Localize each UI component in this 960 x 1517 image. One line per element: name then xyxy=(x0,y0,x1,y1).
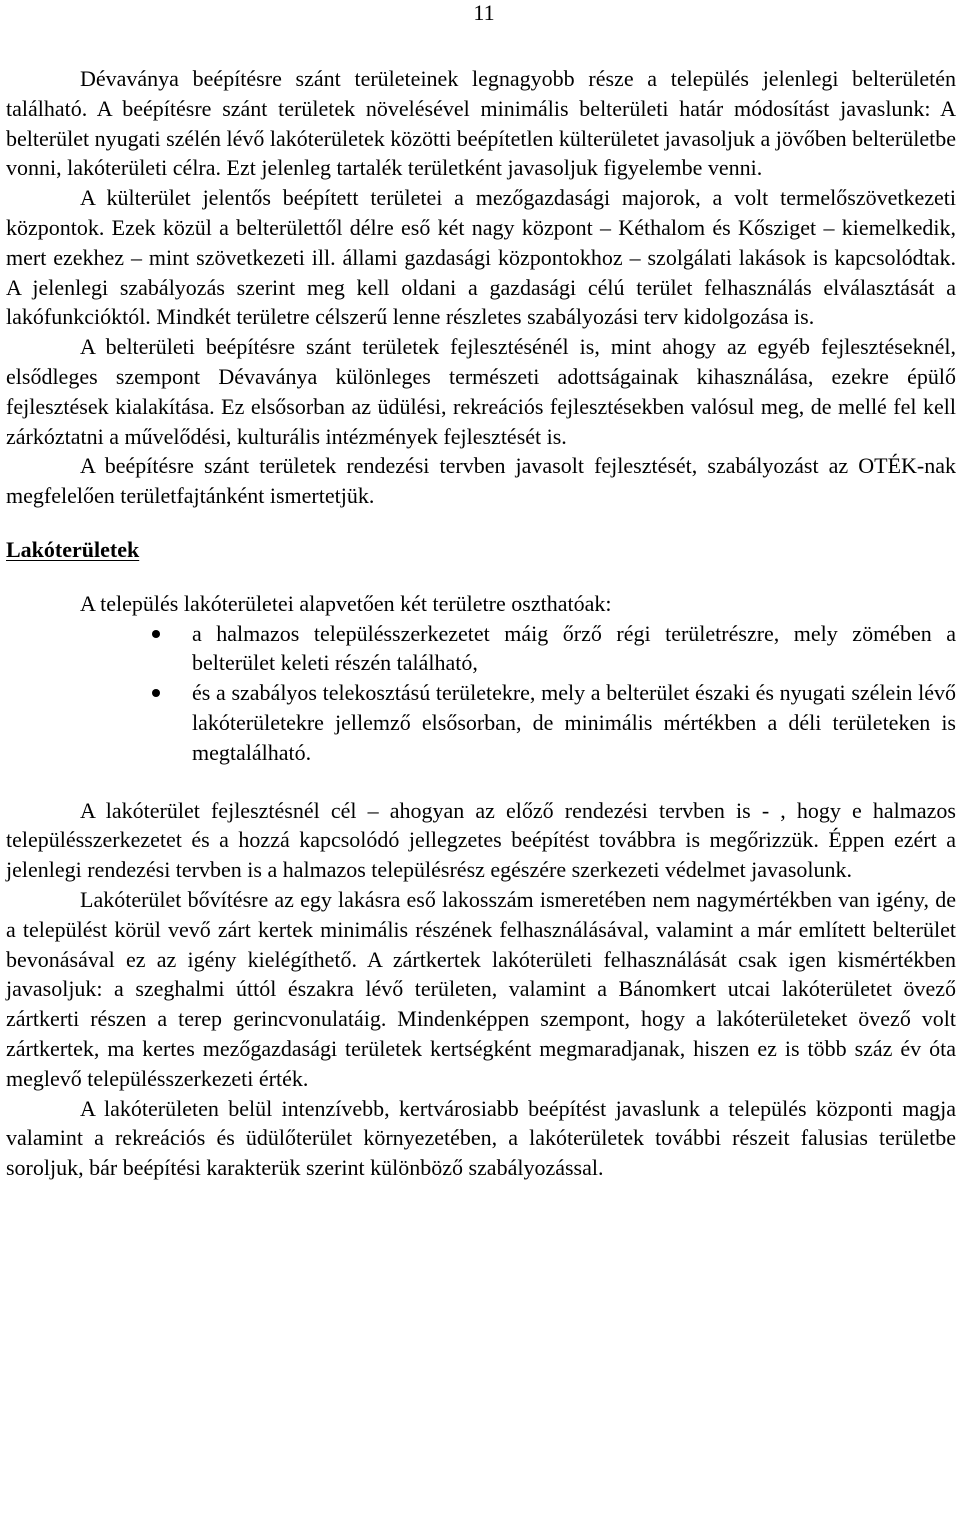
paragraph: A külterület jelentős beépített területei a mezőgazdasági majorok, a volt termelőszövetkezeti központok. Ezek közül a belterülettől délre eső két nagy központ – Kéthalom és Kősziget – kiemelkedik, mert ezekhez – mint szövetkezeti ill. állami gazdasági központokhoz – szolgálati lakások is kapcsolódtak. A jelenlegi szabályozás szerint meg kell oldani a gazdasági célú terület felhasználás elválasztását a lakófunkcióktól. Mindkét területre célszerű lenne részletes szabályozási terv kidolgozása is. xyxy=(6,185,956,330)
page-number: 11 xyxy=(473,0,495,25)
paragraph: Lakóterület bővítésre az egy lakásra eső lakosszám ismeretében nem nagymértékben van igény, de a települést körül vevő zárt kertek minimális részének felhasználásával, valamint a már említett belterület bevonásával ez az igény kielégíthető. A zártkertek lakóterületi felhasználását csak igen kismértékben javasoljuk: a szeghalmi úttól északra lévő területen, valamint a Bánomkert utcai lakóterületet övező zártkerti részen a terep gerincvonulatáig. Mindenképpen szempont, hogy a lakóterületeket övező volt zártkertek, ma kertes mezőgazdasági területek kertségként megmaradjanak, hiszen ez is több száz év óta meglevő településszerkezeti érték. xyxy=(6,886,956,1091)
paragraph: A lakóterület fejlesztésnél cél – ahogyan az előző rendezési tervben is - , hogy e halmazos településszerkezetet és a hozzá kapcsolódó jellegzetes beépítést továbbra is megőrizzük. Éppen ezért a jelenlegi rendezési tervben is a halmazos településrész egészére szerkezeti védelmet javasolunk. xyxy=(6,797,956,883)
paragraph: A lakóterületen belül intenzívebb, kertvárosiabb beépítést javaslunk a település központi magja valamint a rekreációs és üdülőterület környezetében, a lakóterületek további részeit falusias területbe soroljuk, bár beépítési karakterük szerint különböző szabályozással. xyxy=(6,1095,956,1181)
paragraph: Dévaványa beépítésre szánt területeinek legnagyobb része a település jelenlegi belterületén található. A beépítésre szánt területek növelésével minimális belterületi határ módosítást javaslunk: A belterület nyugati szélén lévő lakóterületek közötti beépítetlen külterületet javasoljuk a jövőben belterületbe vonni, lakóterületi célra. Ezt jelenleg tartalék területként javasoljuk figyelembe venni. xyxy=(6,66,956,181)
paragraph: A beépítésre szánt területek rendezési tervben javasolt fejlesztését, szabályozást az OTÉK-nak megfelelően területfajtánként ismertetjük. xyxy=(6,453,956,509)
bullet-item xyxy=(192,619,956,679)
paragraph: A belterületi beépítésre szánt területek fejlesztésénél is, mint ahogy az egyéb fejlesztéseknél, elsődleges szempont Dévaványa különleges természeti adottságainak kihasználása, ezekre épülő fejlesztések kialakítása. Ez elsősorban az üdülési, rekreációs fejlesztésekben valósul meg, de mellé fel kell zárkóztatni a művelődési, kulturális intézmények fejlesztését is. xyxy=(6,334,956,449)
bullet-list xyxy=(6,619,956,768)
section-intro: A település lakóterületei alapvetően két területre oszthatóak: xyxy=(80,590,612,616)
bullet-icon xyxy=(152,630,160,638)
spacer xyxy=(6,565,956,589)
spacer xyxy=(6,511,956,535)
document-body xyxy=(6,64,956,1183)
bullet-text: a halmazos településszerkezetet máig őrző régi területrészre, mely zömében a belterület keleti részén található, xyxy=(192,620,956,676)
section-heading: Lakóterületek xyxy=(6,536,140,562)
bullet-icon xyxy=(152,689,160,697)
bullet-item xyxy=(192,678,956,767)
spacer xyxy=(6,768,956,796)
bullet-text: és a szabályos telekosztású területekre, mely a belterület északi és nyugati szélein lévő lakóterületekre jellemző elsősorban, de minimális mértékben a déli területeken is megtalálható. xyxy=(192,680,956,765)
